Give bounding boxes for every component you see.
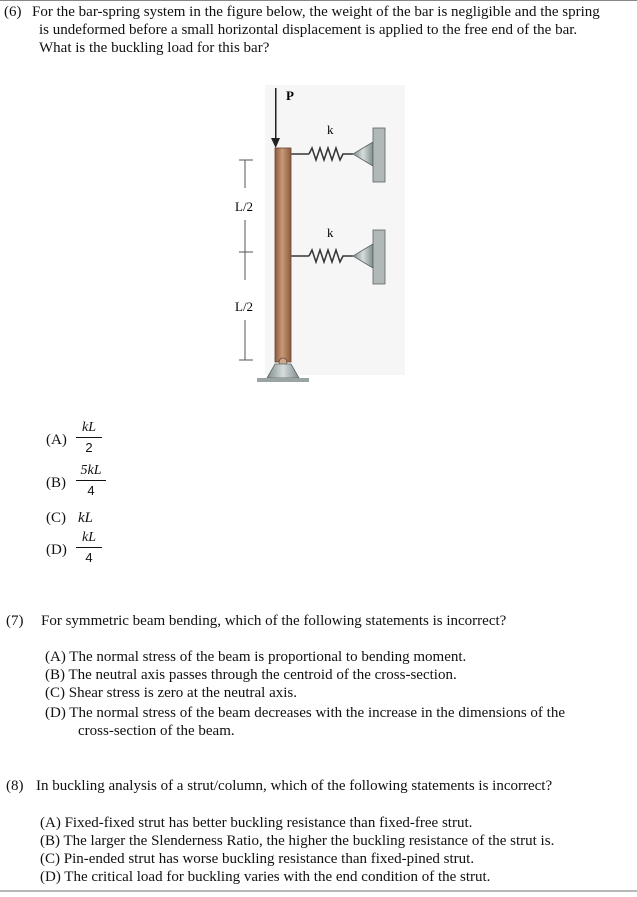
load-arrow-line [275,88,277,140]
q6-option-a-num: kL [82,420,96,435]
q7-question: For symmetric beam bending, which of the following statements is incorrect? [41,613,507,629]
q8-option-b: (B) The larger the Slenderness Ratio, the higher the buckling resistance of the strut is. [40,833,555,849]
q6-option-d-fraction [76,530,102,566]
q6-number: (6) [4,4,22,20]
q6-option-a-den: 2 [85,440,93,455]
q6-option-c-text: kL [78,510,93,526]
q6-text-line3: What is the buckling load for this bar? [39,40,270,56]
bar-spring-figure [225,80,415,390]
q8-option-a: (A) Fixed-fixed strut has better buckling resistance than fixed-free strut. [40,815,473,831]
q6-text-line2: is undeformed before a small horizontal displacement is applied to the free end of the bar. [39,22,578,38]
q6-option-d-den: 4 [85,550,93,565]
q6-option-b-label: (B) [46,475,66,491]
upper-length-label: L/2 [235,199,254,214]
spring-bottom-label: k [327,225,334,240]
bar [275,148,291,362]
q8-question: In buckling analysis of a strut/column, which of the following statements is incorrect? [36,778,553,794]
top-rule [0,0,637,1]
q6-option-b-den: 4 [87,483,95,498]
wall-top [373,128,385,182]
load-label: P [286,88,294,103]
q8-option-d: (D) The critical load for buckling varies with the end condition of the strut. [40,869,491,885]
q6-option-d-label: (D) [46,542,67,558]
bottom-rule [0,890,637,892]
q7-option-d-continued: cross-section of the beam. [78,723,235,739]
q7-number: (7) [6,613,24,629]
q6-option-d-bar [76,547,102,548]
q6-option-a-bar [76,437,102,438]
q7-option-b: (B) The neutral axis passes through the centroid of the cross-section. [45,667,457,683]
q6-option-c-label: (C) [46,510,66,526]
q8-number: (8) [6,778,24,794]
lower-length-label: L/2 [235,299,254,314]
q6-option-b-num: 5kL [80,463,102,478]
wall-bottom [373,230,385,284]
q6-option-d-num: kL [82,530,96,545]
q7-option-a: (A) The normal stress of the beam is proportional to bending moment. [45,649,467,665]
q6-option-a-fraction [76,420,102,456]
ground [257,378,309,382]
q6-option-b-fraction [76,463,106,499]
q6-option-b-bar [76,480,106,481]
q6-option-a-label: (A) [46,432,67,448]
q8-option-c: (C) Pin-ended strut has worse buckling resistance than fixed-pined strut. [40,851,475,867]
q6-text-line1: For the bar-spring system in the figure below, the weight of the bar is negligible and the spring [32,4,600,20]
q7-option-c: (C) Shear stress is zero at the neutral axis. [45,685,298,701]
q7-option-d: (D) The normal stress of the beam decreases with the increase in the dimensions of the [45,705,565,721]
spring-top-label: k [327,122,334,137]
